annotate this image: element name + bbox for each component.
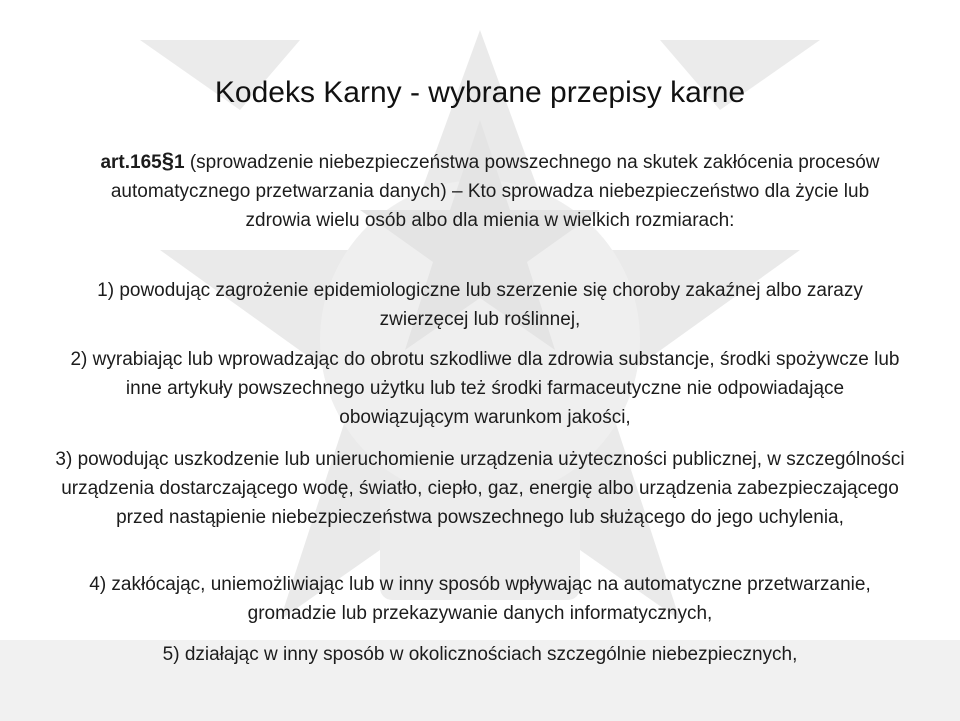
article-text: (sprowadzenie niebezpieczeństwa powszechnego na skutek zakłócenia procesów automatycznego przetwarzania danych) – Kto sprowadza niebezpieczeństwo dla życie lub zdrowia wielu osób albo dla mienia w wielkich rozmiarach: [110, 152, 880, 231]
slide-title: Kodeks Karny - wybrane przepisy karne [214, 76, 746, 109]
list-item-4: 4) zakłócając, uniemożliwiając lub w inny sposób wpływając na automatyczne przetwarzanie, gromadzie lub przekazywanie danych informatycznych, [89, 574, 871, 624]
list-item-5: 5) działając w inny sposób w okolicznościach szczególnie niebezpiecznych, [162, 644, 798, 665]
article-number: art.165 [100, 152, 162, 173]
section-number: 1 [173, 152, 185, 173]
article-intro [80, 146, 900, 235]
list-item-1: 1) powodując zagrożenie epidemiologiczne lub szerzenie się choroby zakaźnej albo zarazy zwierzęcej lub roślinnej, [97, 280, 863, 330]
section-symbol: § [161, 148, 174, 173]
list-item-3: 3) powodując uszkodzenie lub unieruchomienie urządzenia użyteczności publicznej, w szczególności urządzenia dostarczającego wodę, światło, ciepło, gaz, energię albo urządzenia zabezpieczającego przed nastąpienie niebezpieczeństwa powszechnego lub służącego do jego uchylenia, [55, 449, 905, 528]
list-item-2: 2) wyrabiając lub wprowadzając do obrotu szkodliwe dla zdrowia substancje, środki spożywcze lub inne artykuły powszechnego użytku lub też środki farmaceutyczne nie odpowiadające obowiązującym warunkom jakości, [70, 349, 900, 428]
